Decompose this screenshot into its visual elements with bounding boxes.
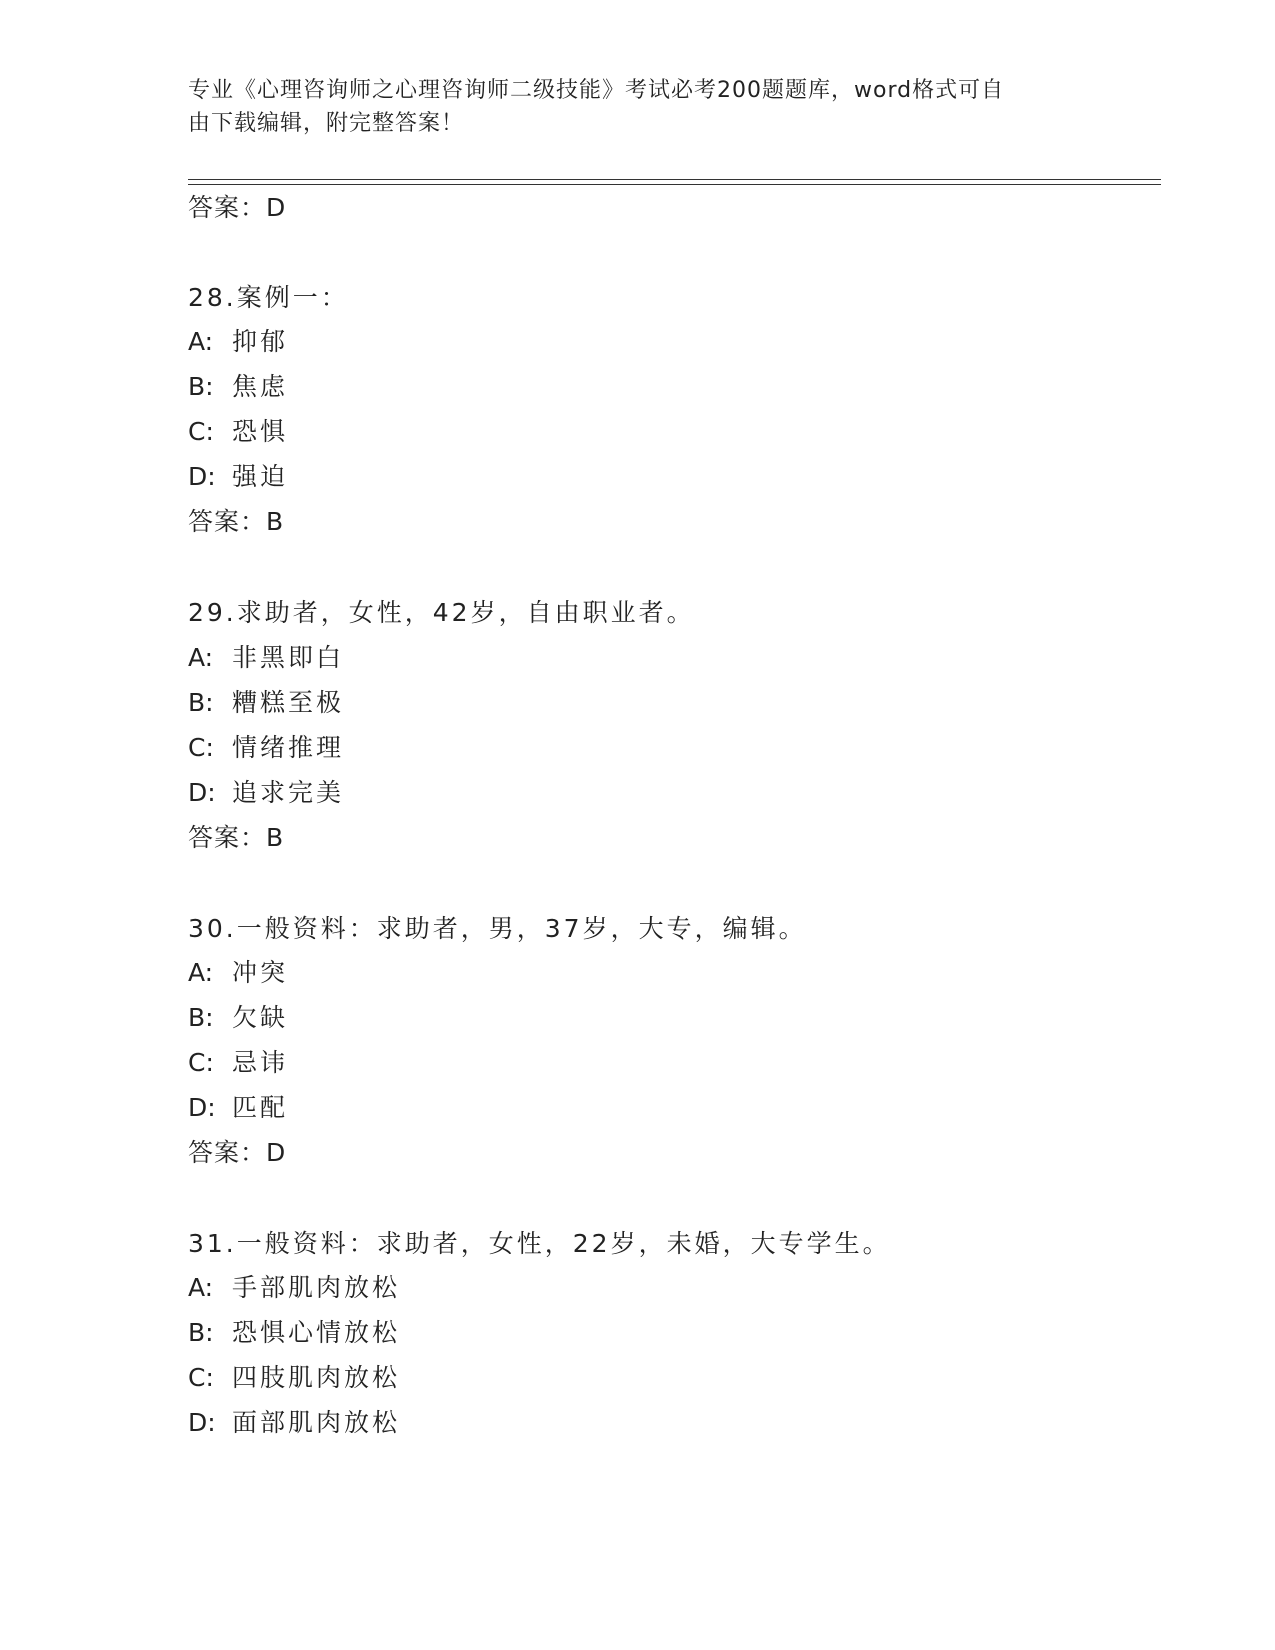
option-text: 面部肌肉放松: [232, 1408, 401, 1437]
option-label: C:: [188, 733, 214, 762]
question-31-option-c: [188, 1362, 400, 1394]
answer-27: 答案：D: [188, 193, 287, 222]
header-divider-top: [188, 179, 1161, 180]
question-31-option-d: [188, 1407, 400, 1439]
document-header: [188, 74, 1068, 140]
header-divider-bottom: [188, 184, 1161, 185]
option-text: 四肢肌肉放松: [232, 1363, 401, 1392]
question-31-option-b: [188, 1317, 400, 1349]
option-text: 追求完美: [232, 778, 345, 807]
option-text: 恐惧: [232, 417, 289, 446]
option-label: B:: [188, 688, 214, 717]
option-text: 手部肌肉放松: [232, 1273, 401, 1302]
question-30-option-b: [188, 1002, 288, 1034]
option-label: C:: [188, 1048, 214, 1077]
option-label: B:: [188, 1003, 214, 1032]
option-text: 忌讳: [232, 1048, 289, 1077]
question-30-option-a: [188, 957, 288, 989]
option-text: 抑郁: [232, 327, 289, 356]
option-text: 强迫: [232, 462, 289, 491]
option-label: A:: [188, 1273, 214, 1302]
header-line-1: 专业《心理咨询师之心理咨询师二级技能》考试必考200题题库，word格式可自: [188, 78, 1005, 103]
header-line-2: 由下载编辑，附完整答案！: [188, 111, 465, 136]
question-29-option-d: [188, 777, 344, 809]
question-31-title: 31.一般资料：求助者，女性，22岁，未婚，大专学生。: [188, 1229, 891, 1258]
option-label: D:: [188, 462, 216, 491]
option-label: D:: [188, 1408, 216, 1437]
question-29-option-c: [188, 732, 344, 764]
question-29-option-a: [188, 642, 344, 674]
question-30-option-c: [188, 1047, 288, 1079]
option-label: C:: [188, 417, 214, 446]
question-28-option-c: [188, 416, 288, 448]
option-text: 非黑即白: [232, 643, 345, 672]
option-label: A:: [188, 327, 214, 356]
question-30-option-d: [188, 1092, 288, 1124]
answer-30: 答案：D: [188, 1138, 287, 1167]
question-30-title: 30.一般资料：求助者，男，37岁，大专，编辑。: [188, 914, 807, 943]
option-label: D:: [188, 1093, 216, 1122]
question-29-title: 29.求助者，女性，42岁，自由职业者。: [188, 598, 695, 627]
question-28-option-a: [188, 326, 288, 358]
option-text: 恐惧心情放松: [232, 1318, 401, 1347]
option-text: 欠缺: [232, 1003, 289, 1032]
option-text: 糟糕至极: [232, 688, 345, 717]
option-label: B:: [188, 1318, 214, 1347]
option-text: 冲突: [232, 958, 289, 987]
option-text: 匹配: [232, 1093, 289, 1122]
option-label: C:: [188, 1363, 214, 1392]
question-29-option-b: [188, 687, 344, 719]
question-31-option-a: [188, 1272, 400, 1304]
option-label: D:: [188, 778, 216, 807]
question-28-title: 28.案例一：: [188, 283, 349, 312]
option-label: A:: [188, 643, 214, 672]
question-28-option-b: [188, 371, 288, 403]
option-label: B:: [188, 372, 214, 401]
answer-29: 答案：B: [188, 823, 285, 852]
option-text: 焦虑: [232, 372, 289, 401]
question-28-option-d: [188, 461, 288, 493]
answer-28: 答案：B: [188, 507, 285, 536]
option-text: 情绪推理: [232, 733, 345, 762]
option-label: A:: [188, 958, 214, 987]
